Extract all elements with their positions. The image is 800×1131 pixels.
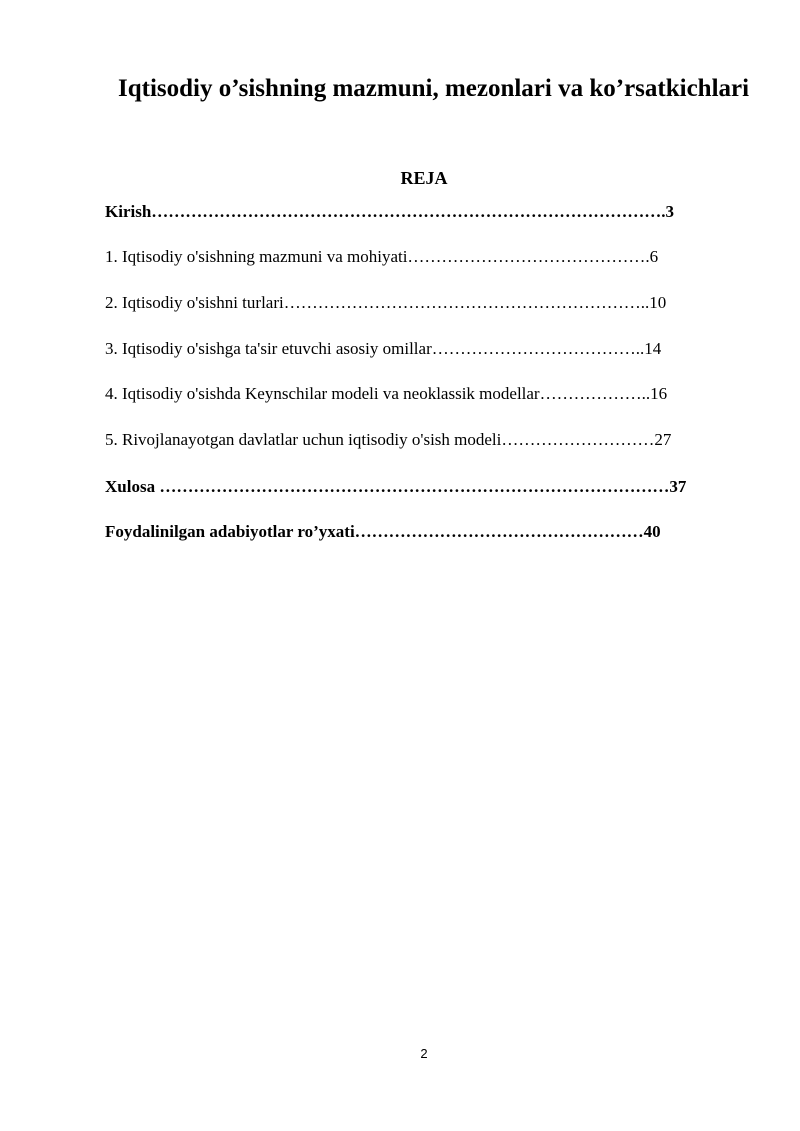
toc-entry-2: 2. Iqtisodiy o'sishni turlari………………………………………………………..10	[105, 293, 667, 312]
toc-entry-kirish: Kirish……………………………………………………………………………….3	[105, 202, 675, 221]
toc-entry-4: 4. Iqtisodiy o'sishda Keynschilar modeli va neoklassik modellar………………..16	[105, 384, 668, 403]
page-number: 2	[420, 1046, 428, 1061]
toc-entry-adabiyotlar: Foydalinilgan adabiyotlar ro’yxati……………………………………………40	[105, 522, 661, 541]
toc-entry-3: 3. Iqtisodiy o'sishga ta'sir etuvchi asosiy omillar………………………………..14	[105, 339, 662, 358]
toc-heading: REJA	[400, 168, 448, 188]
toc-entry-1: 1. Iqtisodiy o'sishning mazmuni va mohiyati…………………………………….6	[105, 247, 659, 266]
document-title: Iqtisodiy o’sishning mazmuni, mezonlari va ko’rsatkichlari	[118, 75, 750, 102]
toc-entry-xulosa: Xulosa ………………………………………………………………………………37	[105, 477, 687, 496]
toc-entry-5: 5. Rivojlanayotgan davlatlar uchun iqtisodiy o'sish modeli………………………27	[105, 430, 672, 449]
